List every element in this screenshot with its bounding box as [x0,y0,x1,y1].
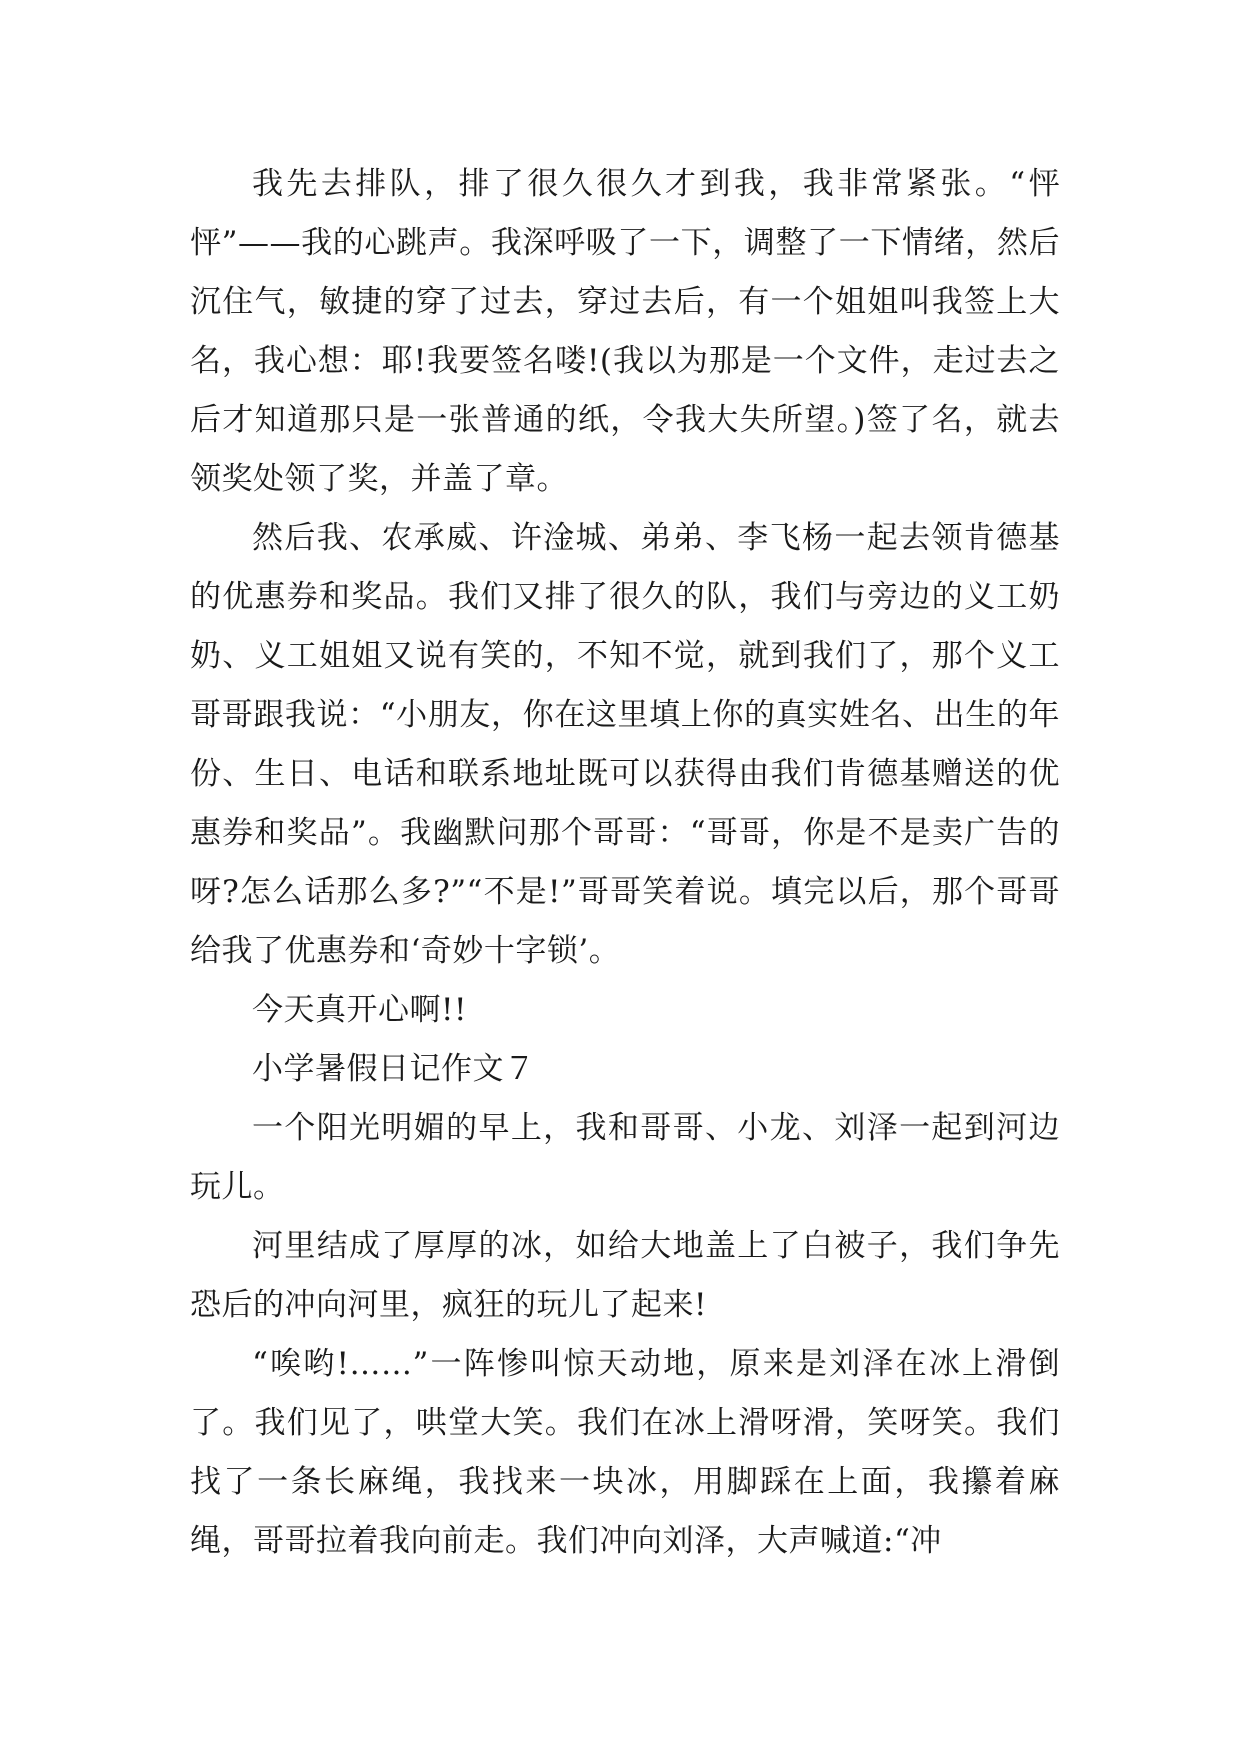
document-body [190,155,1060,1571]
essay-title: 小学暑假日记作文７ [252,1051,536,1087]
paragraph-ice: 河里结成了厚厚的冰，如给大地盖上了白被子，我们争先恐后的冲向河里，疯狂的玩儿了起来! [190,1228,1060,1323]
paragraph-kfc: 然后我、农承威、许淦城、弟弟、李飞杨一起去领肯德基的优惠券和奖品。我们又排了很久的队，我们与旁边的义工奶奶、义工姐姐又说有笑的，不知不觉，就到我们了，那个义工哥哥跟我说：“小朋友，你在这里填上你的真实姓名、出生的年份、生日、电话和联系地址既可以获得由我们肯德基赠送的优惠券和奖品”。我幽默问那个哥哥：“哥哥，你是不是卖广告的呀?怎么话那么多?”“不是!”哥哥笑着说。填完以后，那个哥哥给我了优惠券和‘奇妙十字锁’。 [190,520,1060,969]
paragraph-queue: 我先去排队，排了很久很久才到我，我非常紧张。“怦怦”——我的心跳声。我深呼吸了一下，调整了一下情绪，然后沉住气，敏捷的穿了过去，穿过去后，有一个姐姐叫我签上大名，我心想：耶!我要签名喽!(我以为那是一个文件，走过去之后才知道那只是一张普通的纸，令我大失所望。)签了名，就去领奖处领了奖，并盖了章。 [190,166,1060,497]
paragraph-slide: “唉哟!……”一阵惨叫惊天动地，原来是刘泽在冰上滑倒了。我们见了，哄堂大笑。我们在冰上滑呀滑，笑呀笑。我们找了一条长麻绳，我找来一块冰，用脚踩在上面，我攥着麻绳，哥哥拉着我向前走。我们冲向刘泽，大声喊道:“冲 [190,1346,1060,1559]
paragraph-morning: 一个阳光明媚的早上，我和哥哥、小龙、刘泽一起到河边玩儿。 [190,1110,1060,1205]
paragraph-happy: 今天真开心啊!! [252,992,467,1028]
